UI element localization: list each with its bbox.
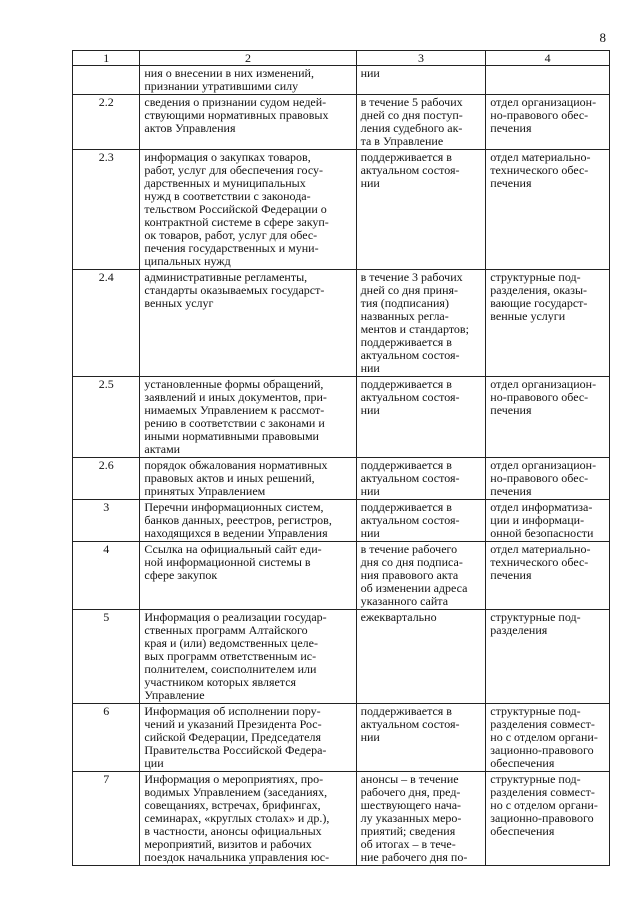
info-cell: Информация об исполнении пору- чений и указаний Президента Рос- сийской Федерации, Председателя Правительства Российской Федера- ции — [140, 704, 356, 772]
table-row — [73, 95, 610, 150]
term-cell: нии — [356, 66, 486, 95]
row-number: 3 — [73, 500, 140, 542]
row-number: 2.2 — [73, 95, 140, 150]
term-cell: поддерживается в актуальном состоя- нии — [356, 377, 486, 458]
info-cell: Информация о реализации государ- ственных программ Алтайского края и (или) ведомственных целе- вых программ ответственным ис- полнителем, соисполнителем или участником которых является Управление — [140, 610, 356, 704]
info-cell: информация о закупках товаров, работ, услуг для обеспечения госу- дарственных и муниципальных нужд в соответствии с законода- тельством Российской Федерации о контрактной системе в сфере закуп- ок товаров, работ, услуг для обес- печения государственных и муни- ципальных нужд — [140, 150, 356, 270]
responsible-cell: отдел информатиза- ции и информаци- онной безопасности — [486, 500, 610, 542]
term-cell: в течение рабочего дня со дня подписа- ния правового акта об изменении адреса указанного сайта — [356, 542, 486, 610]
info-cell: установленные формы обращений, заявлений и иных документов, при- нимаемых Управлением к рассмот- рению в соответствии с законами и иными нормативными правовыми актами — [140, 377, 356, 458]
term-cell: поддерживается в актуальном состоя- нии — [356, 704, 486, 772]
table-row — [73, 66, 610, 95]
responsible-cell: структурные под- разделения, оказы- вающие государст- венные услуги — [486, 270, 610, 377]
table-row — [73, 458, 610, 500]
term-cell: поддерживается в актуальном состоя- нии — [356, 150, 486, 270]
responsible-cell: отдел организацион- но-правового обес- печения — [486, 377, 610, 458]
table-row — [73, 270, 610, 377]
header-col-3: 3 — [356, 51, 486, 66]
row-number: 6 — [73, 704, 140, 772]
header-col-4: 4 — [486, 51, 610, 66]
term-cell: поддерживается в актуальном состоя- нии — [356, 500, 486, 542]
page-number: 8 — [599, 30, 606, 45]
header-col-2: 2 — [140, 51, 356, 66]
term-cell: ежеквартально — [356, 610, 486, 704]
row-number: 2.3 — [73, 150, 140, 270]
responsible-cell: структурные под- разделения совмест- но с отделом органи- зационно-правового обеспечения — [486, 772, 610, 866]
term-cell: анонсы – в течение рабочего дня, пред- шествующего нача- лу указанных меро- приятий; сведения об итогах – в тече- ние рабочего дня по- — [356, 772, 486, 866]
info-cell: порядок обжалования нормативных правовых актов и иных решений, принятых Управлением — [140, 458, 356, 500]
table-row — [73, 542, 610, 610]
table-row — [73, 610, 610, 704]
row-number: 2.4 — [73, 270, 140, 377]
responsible-cell: отдел материально- технического обес- печения — [486, 542, 610, 610]
term-cell: поддерживается в актуальном состоя- нии — [356, 458, 486, 500]
row-number: 2.6 — [73, 458, 140, 500]
row-number: 4 — [73, 542, 140, 610]
document-table — [72, 50, 610, 866]
info-cell: Ссылка на официальный сайт еди- ной информационной системы в сфере закупок — [140, 542, 356, 610]
responsible-cell: отдел организацион- но-правового обес- печения — [486, 458, 610, 500]
row-number: 2.5 — [73, 377, 140, 458]
term-cell: в течение 5 рабочих дней со дня поступ- ления судебного ак- та в Управление — [356, 95, 486, 150]
term-cell: в течение 3 рабочих дней со дня приня- тия (подписания) названных регла- ментов и стандартов; поддерживается в актуальном состоя- нии — [356, 270, 486, 377]
info-cell: Информация о мероприятиях, про- водимых Управлением (заседаниях, совещаниях, встречах, брифингах, семинарах, «круглых столах» и др.), в частности, анонсы официальных мероприятий, визитов и рабочих поездок начальника управления юс- — [140, 772, 356, 866]
row-number: 7 — [73, 772, 140, 866]
info-cell: ния о внесении в них изменений, признании утратившими силу — [140, 66, 356, 95]
responsible-cell: отдел материально- технического обес- печения — [486, 150, 610, 270]
table-row — [73, 772, 610, 866]
responsible-cell: отдел организацион- но-правового обес- печения — [486, 95, 610, 150]
row-number — [73, 66, 140, 95]
info-cell: Перечни информационных систем, банков данных, реестров, регистров, находящихся в ведении Управления — [140, 500, 356, 542]
info-cell: сведения о признании судом недей- ствующими нормативных правовых актов Управления — [140, 95, 356, 150]
responsible-cell: структурные под- разделения — [486, 610, 610, 704]
row-number: 5 — [73, 610, 140, 704]
table-row — [73, 150, 610, 270]
table-row — [73, 500, 610, 542]
header-col-1: 1 — [73, 51, 140, 66]
table-row — [73, 704, 610, 772]
table-row — [73, 377, 610, 458]
table-header-row — [73, 51, 610, 66]
info-cell: административные регламенты, стандарты оказываемых государст- венных услуг — [140, 270, 356, 377]
responsible-cell — [486, 66, 610, 95]
responsible-cell: структурные под- разделения совмест- но с отделом органи- зационно-правового обеспечения — [486, 704, 610, 772]
